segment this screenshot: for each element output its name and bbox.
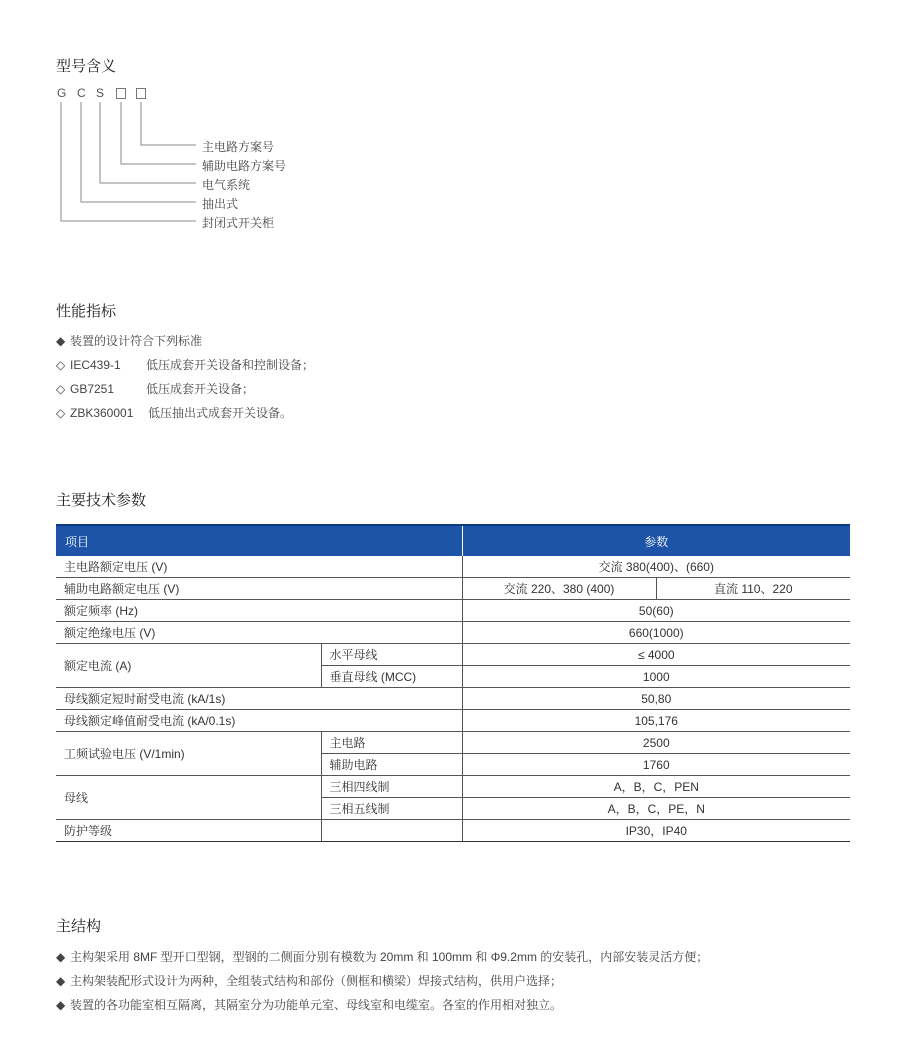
diamond-outline-icon: ◇ [56, 406, 66, 420]
diamond-filled-icon: ◆ [56, 950, 66, 964]
header-item: 项目 [56, 525, 462, 556]
code-letter-s: S [96, 86, 105, 100]
table-row: 额定绝缘电压 (V) 660(1000) [56, 622, 850, 644]
table-row: 母线 三相四线制 A，B，C，PEN [56, 776, 850, 798]
diamond-filled-icon: ◆ [56, 334, 66, 348]
tech-params-heading: 主要技术参数 [56, 492, 147, 509]
standard-item: ◇ ZBK360001 低压抽出式成套开关设备。 [56, 406, 293, 420]
table-row: 防护等级 IP30，IP40 [56, 820, 850, 842]
code-letter-c: C [77, 86, 86, 100]
model-meaning-heading: 型号含义 [56, 58, 117, 75]
standards-intro: ◆ 装置的设计符合下列标准 [56, 334, 203, 348]
structure-heading: 主结构 [56, 918, 102, 935]
model-label-drawout: 抽出式 [202, 197, 239, 211]
table-row: 额定电流 (A) 水平母线 ≤ 4000 [56, 644, 850, 666]
structure-item: ◆ 装置的各功能室相互隔离，其隔室分为功能单元室、母线室和电缆室。各室的作用相对独立。 [56, 998, 563, 1012]
table-row: 额定频率 (Hz) 50(60) [56, 600, 850, 622]
diamond-filled-icon: ◆ [56, 998, 66, 1012]
table-row: 三相五线制 A，B，C，PE，N [56, 798, 850, 820]
table-row: 母线额定短时耐受电流 (kA/1s) 50,80 [56, 688, 850, 710]
standard-item: ◇ GB7251 低压成套开关设备； [56, 382, 255, 396]
diamond-outline-icon: ◇ [56, 382, 66, 396]
header-param: 参数 [462, 525, 850, 556]
tech-params-table [56, 524, 850, 842]
model-diagram-connector-lines [0, 0, 220, 240]
diamond-filled-icon: ◆ [56, 974, 66, 988]
table-row: 辅助电路额定电压 (V) 交流 220、380 (400) 直流 110、220 [56, 578, 850, 600]
structure-item: ◆ 主构架装配形式设计为两种，全组装式结构和部份（侧框和横梁）焊接式结构，供用户选择； [56, 974, 563, 988]
table-row: 主电路额定电压 (V) 交流 380(400)、(660) [56, 556, 850, 578]
table-row: 辅助电路 1760 [56, 754, 850, 776]
diamond-outline-icon: ◇ [56, 358, 66, 372]
table-row: 工频试验电压 (V/1min) 主电路 2500 [56, 732, 850, 754]
performance-heading: 性能指标 [56, 303, 117, 320]
table-row: 母线额定峰值耐受电流 (kA/0.1s) 105,176 [56, 710, 850, 732]
table-row: 垂直母线 (MCC) 1000 [56, 666, 850, 688]
model-label-electrical-system: 电气系统 [202, 178, 251, 192]
code-letter-g: G [57, 86, 67, 100]
table-header-row [56, 525, 850, 556]
model-label-aux-circuit: 辅助电路方案号 [202, 159, 287, 173]
standard-item: ◇ IEC439-1 低压成套开关设备和控制设备； [56, 358, 315, 372]
model-label-main-circuit: 主电路方案号 [202, 140, 275, 154]
structure-item: ◆ 主构架采用 8MF 型开口型钢，型钢的二侧面分别有模数为 20mm 和 100mm 和 Φ9.2mm 的安装孔，内部安装灵活方便； [56, 950, 709, 964]
model-label-enclosed-switchgear: 封闭式开关柜 [202, 216, 275, 230]
